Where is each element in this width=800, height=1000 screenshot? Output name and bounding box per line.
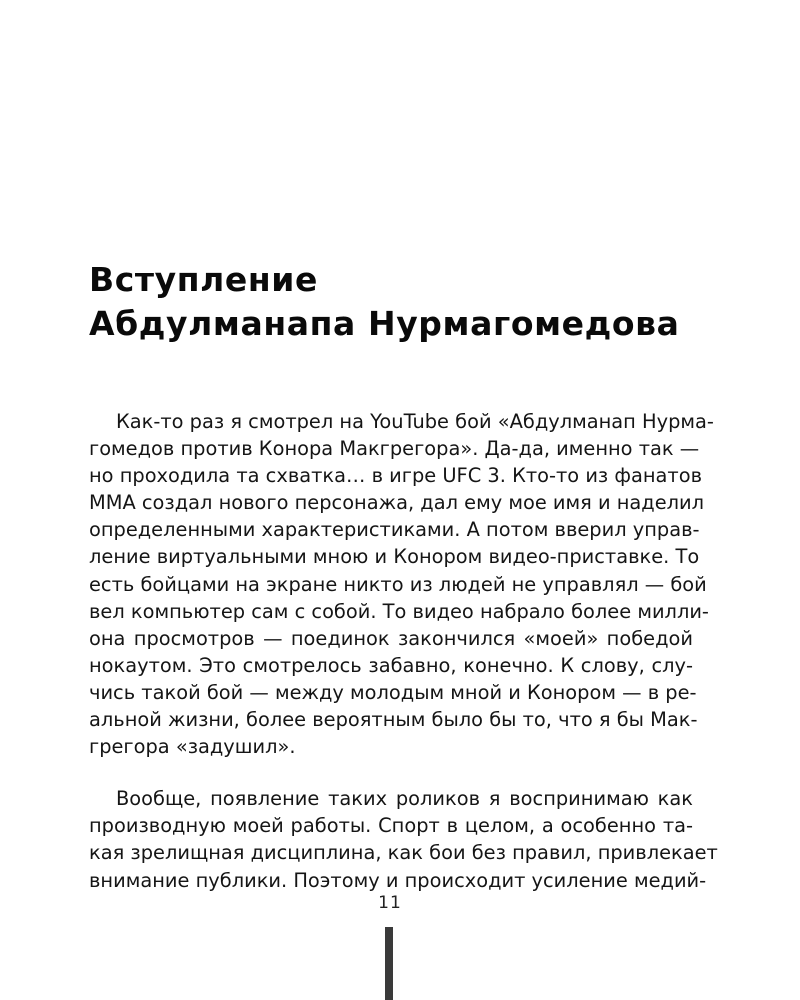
text-line: ление виртуальными мною и Конором видео-приставке. То [89,545,700,569]
paragraph-spacer [89,760,693,785]
text-line: определенными характеристиками. А потом вверил управ- [89,518,700,542]
text-line: Вообще, появление таких роликов я воспринимаю как [116,787,693,811]
text-line: гомедов против Конора Макгрегора». Да-да, именно так — [89,437,700,461]
text-line: кая зрелищная дисциплина, как бои без правил, привлекает [89,841,718,865]
paragraph-1 [89,408,714,760]
page-edge-marker [385,927,393,1000]
text-line: но проходила та схватка… в игре UFC 3. Кто-то из фанатов [89,464,703,488]
text-line: нокаутом. Это смотрелось забавно, конечно. К слову, слу- [89,653,693,677]
chapter-title-line-2: Абдулманапа Нурмагомедова [89,304,680,343]
text-line: внимание публики. Поэтому и происходит усиление медий- [89,868,707,892]
text-line: чись такой бой — между молодым мной и Конором — в ре- [89,680,697,704]
text-line: производную моей работы. Спорт в целом, а особенно та- [89,814,693,838]
text-line: Как-то раз я смотрел на YouTube бой «Абдулманап Нурма- [116,410,714,433]
text-line: есть бойцами на экране никто из людей не управлял — бой [89,572,707,596]
chapter-title-line-1: Вступление [89,260,319,299]
text-line: альной жизни, более вероятным было бы то, что я бы Мак- [89,708,698,732]
body-text [89,408,718,894]
text-line: она просмотров — поединок закончился «моей» победой [89,626,693,650]
chapter-title [89,258,680,346]
text-line: грегора «задушил». [89,735,296,759]
paragraph-2 [89,785,718,893]
text-line: вел компьютер сам с собой. То видео набрало более милли- [89,599,709,623]
page-number: 11 [378,893,402,913]
text-line: ММА создал нового персонажа, дал ему мое имя и наделил [89,491,705,515]
